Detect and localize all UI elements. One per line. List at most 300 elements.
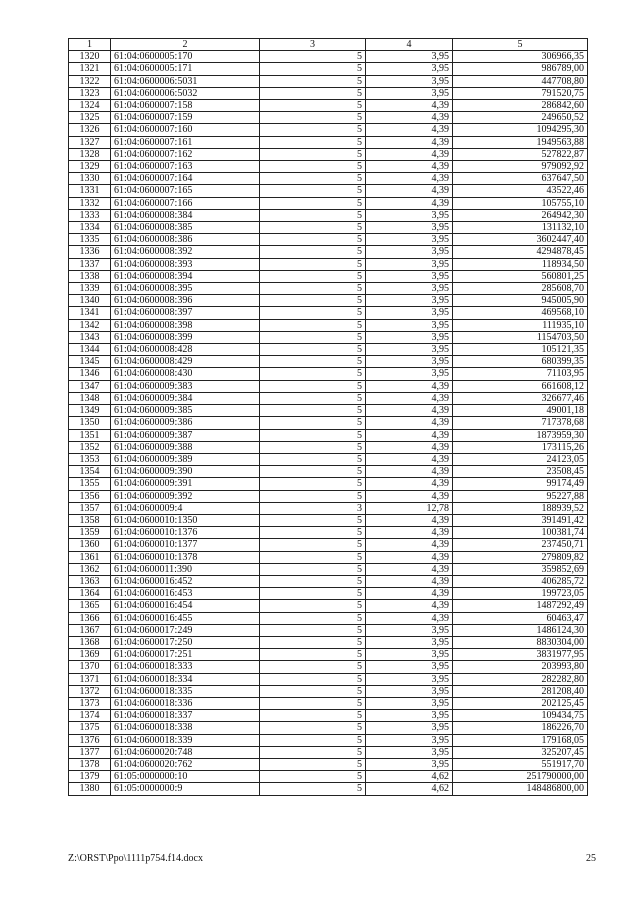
table-row [69, 527, 588, 539]
value-cell: 111935,10 [453, 319, 588, 331]
value-cell: 99174,49 [453, 478, 588, 490]
cadastral-number-cell: 61:04:0600018:338 [111, 722, 260, 734]
row-number-cell: 1375 [69, 722, 111, 734]
cadastral-number-cell: 61:04:0600018:335 [111, 685, 260, 697]
cadastral-number-cell: 61:04:0600007:161 [111, 136, 260, 148]
data-table [68, 38, 588, 796]
table-row [69, 209, 588, 221]
row-number-cell: 1351 [69, 429, 111, 441]
group-cell: 5 [260, 307, 366, 319]
column-header: 4 [366, 39, 453, 51]
table-row [69, 539, 588, 551]
group-cell: 5 [260, 649, 366, 661]
group-cell: 5 [260, 539, 366, 551]
row-number-cell: 1325 [69, 112, 111, 124]
group-cell: 5 [260, 161, 366, 173]
rate-cell: 3,95 [366, 649, 453, 661]
value-cell: 49001,18 [453, 405, 588, 417]
table-row [69, 771, 588, 783]
row-number-cell: 1371 [69, 673, 111, 685]
row-number-cell: 1343 [69, 331, 111, 343]
footer-file-path: Z:\ORST\Ppo\1111p754.f14.docx [68, 853, 203, 864]
table-row [69, 344, 588, 356]
group-cell: 5 [260, 441, 366, 453]
value-cell: 199723,05 [453, 588, 588, 600]
cadastral-number-cell: 61:04:0600007:164 [111, 173, 260, 185]
cadastral-number-cell: 61:04:0600008:398 [111, 319, 260, 331]
table-row [69, 380, 588, 392]
cadastral-number-cell: 61:04:0600018:339 [111, 734, 260, 746]
row-number-cell: 1376 [69, 734, 111, 746]
cadastral-number-cell: 61:04:0600007:158 [111, 100, 260, 112]
table-row [69, 234, 588, 246]
table-row [69, 222, 588, 234]
rate-cell: 3,95 [366, 63, 453, 75]
value-cell: 986789,00 [453, 63, 588, 75]
value-cell: 43522,46 [453, 185, 588, 197]
value-cell: 173115,26 [453, 441, 588, 453]
rate-cell: 3,95 [366, 283, 453, 295]
row-number-cell: 1331 [69, 185, 111, 197]
group-cell: 5 [260, 148, 366, 160]
cadastral-number-cell: 61:04:0600009:386 [111, 417, 260, 429]
table-row [69, 624, 588, 636]
row-number-cell: 1337 [69, 258, 111, 270]
value-cell: 286842,60 [453, 100, 588, 112]
row-number-cell: 1353 [69, 453, 111, 465]
cadastral-number-cell: 61:04:0600005:171 [111, 63, 260, 75]
row-number-cell: 1326 [69, 124, 111, 136]
group-cell: 5 [260, 514, 366, 526]
table-row [69, 258, 588, 270]
cadastral-number-cell: 61:04:0600008:386 [111, 234, 260, 246]
value-cell: 1154703,50 [453, 331, 588, 343]
row-number-cell: 1373 [69, 697, 111, 709]
table-row [69, 185, 588, 197]
value-cell: 264942,30 [453, 209, 588, 221]
rate-cell: 3,95 [366, 661, 453, 673]
cadastral-number-cell: 61:04:0600008:399 [111, 331, 260, 343]
table-row [69, 405, 588, 417]
cadastral-number-cell: 61:05:0000000:10 [111, 771, 260, 783]
row-number-cell: 1350 [69, 417, 111, 429]
group-cell: 5 [260, 331, 366, 343]
group-cell: 5 [260, 283, 366, 295]
group-cell: 5 [260, 197, 366, 209]
table-row [69, 722, 588, 734]
table-row [69, 563, 588, 575]
value-cell: 3602447,40 [453, 234, 588, 246]
row-number-cell: 1378 [69, 758, 111, 770]
table-row [69, 453, 588, 465]
table-row [69, 441, 588, 453]
cadastral-number-cell: 61:04:0600006:5031 [111, 75, 260, 87]
group-cell: 5 [260, 270, 366, 282]
group-cell: 5 [260, 173, 366, 185]
rate-cell: 3,95 [366, 258, 453, 270]
row-number-cell: 1344 [69, 344, 111, 356]
table-row [69, 490, 588, 502]
value-cell: 3831977,95 [453, 649, 588, 661]
group-cell: 5 [260, 405, 366, 417]
value-cell: 717378,68 [453, 417, 588, 429]
table-row [69, 478, 588, 490]
group-cell: 5 [260, 453, 366, 465]
row-number-cell: 1352 [69, 441, 111, 453]
value-cell: 406285,72 [453, 575, 588, 587]
cadastral-number-cell: 61:04:0600009:4 [111, 502, 260, 514]
cadastral-number-cell: 61:04:0600007:165 [111, 185, 260, 197]
rate-cell: 3,95 [366, 295, 453, 307]
group-cell: 5 [260, 746, 366, 758]
column-header: 3 [260, 39, 366, 51]
cadastral-number-cell: 61:04:0600009:392 [111, 490, 260, 502]
row-number-cell: 1324 [69, 100, 111, 112]
table-row [69, 661, 588, 673]
row-number-cell: 1366 [69, 612, 111, 624]
cadastral-number-cell: 61:04:0600009:384 [111, 392, 260, 404]
row-number-cell: 1377 [69, 746, 111, 758]
rate-cell: 4,39 [366, 173, 453, 185]
table-row [69, 100, 588, 112]
row-number-cell: 1360 [69, 539, 111, 551]
group-cell: 5 [260, 319, 366, 331]
cadastral-number-cell: 61:04:0600008:428 [111, 344, 260, 356]
table-row [69, 283, 588, 295]
rate-cell: 3,95 [366, 344, 453, 356]
value-cell: 661608,12 [453, 380, 588, 392]
cadastral-number-cell: 61:04:0600018:337 [111, 710, 260, 722]
cadastral-number-cell: 61:04:0600020:748 [111, 746, 260, 758]
rate-cell: 3,95 [366, 710, 453, 722]
row-number-cell: 1338 [69, 270, 111, 282]
group-cell: 5 [260, 466, 366, 478]
group-cell: 5 [260, 112, 366, 124]
rate-cell: 3,95 [366, 734, 453, 746]
rate-cell: 12,78 [366, 502, 453, 514]
group-cell: 5 [260, 783, 366, 795]
rate-cell: 4,39 [366, 417, 453, 429]
cadastral-number-cell: 61:04:0600008:394 [111, 270, 260, 282]
value-cell: 95227,88 [453, 490, 588, 502]
table-row [69, 734, 588, 746]
group-cell: 5 [260, 697, 366, 709]
group-cell: 5 [260, 722, 366, 734]
group-cell: 5 [260, 429, 366, 441]
header-row [69, 39, 588, 51]
row-number-cell: 1346 [69, 368, 111, 380]
cadastral-number-cell: 61:04:0600009:389 [111, 453, 260, 465]
value-cell: 100381,74 [453, 527, 588, 539]
cadastral-number-cell: 61:04:0600010:1377 [111, 539, 260, 551]
cadastral-number-cell: 61:04:0600017:251 [111, 649, 260, 661]
table-row [69, 417, 588, 429]
cadastral-number-cell: 61:04:0600010:1376 [111, 527, 260, 539]
group-cell: 5 [260, 563, 366, 575]
rate-cell: 4,39 [366, 600, 453, 612]
rate-cell: 4,39 [366, 197, 453, 209]
table-row [69, 295, 588, 307]
row-number-cell: 1363 [69, 575, 111, 587]
group-cell: 5 [260, 246, 366, 258]
cadastral-number-cell: 61:04:0600008:395 [111, 283, 260, 295]
value-cell: 1873959,30 [453, 429, 588, 441]
group-cell: 5 [260, 417, 366, 429]
row-number-cell: 1359 [69, 527, 111, 539]
row-number-cell: 1349 [69, 405, 111, 417]
value-cell: 8830304,00 [453, 636, 588, 648]
group-cell: 5 [260, 344, 366, 356]
group-cell: 5 [260, 612, 366, 624]
table-row [69, 649, 588, 661]
table-row [69, 612, 588, 624]
row-number-cell: 1341 [69, 307, 111, 319]
group-cell: 5 [260, 51, 366, 63]
rate-cell: 4,39 [366, 453, 453, 465]
rate-cell: 4,39 [366, 405, 453, 417]
row-number-cell: 1374 [69, 710, 111, 722]
table-row [69, 124, 588, 136]
value-cell: 71103,95 [453, 368, 588, 380]
row-number-cell: 1357 [69, 502, 111, 514]
table-row [69, 783, 588, 795]
cadastral-number-cell: 61:04:0600007:162 [111, 148, 260, 160]
row-number-cell: 1345 [69, 356, 111, 368]
row-number-cell: 1355 [69, 478, 111, 490]
value-cell: 791520,75 [453, 87, 588, 99]
row-number-cell: 1361 [69, 551, 111, 563]
table-row [69, 514, 588, 526]
value-cell: 282282,80 [453, 673, 588, 685]
rate-cell: 3,95 [366, 209, 453, 221]
rate-cell: 4,39 [366, 112, 453, 124]
rate-cell: 3,95 [366, 307, 453, 319]
rate-cell: 3,95 [366, 368, 453, 380]
rate-cell: 4,39 [366, 612, 453, 624]
value-cell: 637647,50 [453, 173, 588, 185]
group-cell: 5 [260, 124, 366, 136]
column-header: 2 [111, 39, 260, 51]
cadastral-number-cell: 61:04:0600010:1350 [111, 514, 260, 526]
group-cell: 5 [260, 527, 366, 539]
row-number-cell: 1321 [69, 63, 111, 75]
rate-cell: 3,95 [366, 270, 453, 282]
cadastral-number-cell: 61:04:0600008:392 [111, 246, 260, 258]
value-cell: 560801,25 [453, 270, 588, 282]
rate-cell: 3,95 [366, 697, 453, 709]
table-row [69, 197, 588, 209]
row-number-cell: 1330 [69, 173, 111, 185]
rate-cell: 3,95 [366, 51, 453, 63]
value-cell: 285608,70 [453, 283, 588, 295]
table-row [69, 331, 588, 343]
table-row [69, 502, 588, 514]
rate-cell: 4,39 [366, 466, 453, 478]
cadastral-number-cell: 61:04:0600011:390 [111, 563, 260, 575]
cadastral-number-cell: 61:04:0600008:384 [111, 209, 260, 221]
table-row [69, 356, 588, 368]
rate-cell: 3,95 [366, 356, 453, 368]
table-row [69, 112, 588, 124]
value-cell: 306966,35 [453, 51, 588, 63]
table-row [69, 758, 588, 770]
group-cell: 5 [260, 710, 366, 722]
rate-cell: 4,39 [366, 527, 453, 539]
rate-cell: 4,39 [366, 575, 453, 587]
rate-cell: 4,39 [366, 563, 453, 575]
cadastral-number-cell: 61:04:0600017:249 [111, 624, 260, 636]
rate-cell: 4,39 [366, 380, 453, 392]
value-cell: 179168,05 [453, 734, 588, 746]
table-row [69, 746, 588, 758]
group-cell: 5 [260, 185, 366, 197]
value-cell: 24123,05 [453, 453, 588, 465]
cadastral-number-cell: 61:04:0600009:385 [111, 405, 260, 417]
group-cell: 5 [260, 368, 366, 380]
rate-cell: 4,39 [366, 392, 453, 404]
value-cell: 279809,82 [453, 551, 588, 563]
row-number-cell: 1333 [69, 209, 111, 221]
value-cell: 325207,45 [453, 746, 588, 758]
cadastral-number-cell: 61:04:0600008:385 [111, 222, 260, 234]
group-cell: 5 [260, 624, 366, 636]
table-row [69, 51, 588, 63]
group-cell: 5 [260, 392, 366, 404]
table-row [69, 307, 588, 319]
cadastral-number-cell: 61:04:0600018:336 [111, 697, 260, 709]
row-number-cell: 1369 [69, 649, 111, 661]
row-number-cell: 1340 [69, 295, 111, 307]
value-cell: 979092,92 [453, 161, 588, 173]
value-cell: 186226,70 [453, 722, 588, 734]
row-number-cell: 1348 [69, 392, 111, 404]
value-cell: 60463,47 [453, 612, 588, 624]
row-number-cell: 1365 [69, 600, 111, 612]
rate-cell: 3,95 [366, 636, 453, 648]
cadastral-number-cell: 61:04:0600008:430 [111, 368, 260, 380]
row-number-cell: 1335 [69, 234, 111, 246]
value-cell: 105755,10 [453, 197, 588, 209]
row-number-cell: 1380 [69, 783, 111, 795]
table-row [69, 575, 588, 587]
value-cell: 447708,80 [453, 75, 588, 87]
row-number-cell: 1368 [69, 636, 111, 648]
value-cell: 203993,80 [453, 661, 588, 673]
row-number-cell: 1339 [69, 283, 111, 295]
cadastral-number-cell: 61:04:0600016:455 [111, 612, 260, 624]
table-row [69, 368, 588, 380]
row-number-cell: 1347 [69, 380, 111, 392]
table-row [69, 588, 588, 600]
cadastral-number-cell: 61:04:0600005:170 [111, 51, 260, 63]
value-cell: 281208,40 [453, 685, 588, 697]
table-row [69, 63, 588, 75]
rate-cell: 3,95 [366, 222, 453, 234]
cadastral-number-cell: 61:04:0600008:397 [111, 307, 260, 319]
row-number-cell: 1327 [69, 136, 111, 148]
row-number-cell: 1320 [69, 51, 111, 63]
group-cell: 5 [260, 75, 366, 87]
rate-cell: 3,95 [366, 685, 453, 697]
cadastral-number-cell: 61:04:0600007:160 [111, 124, 260, 136]
cadastral-number-cell: 61:04:0600006:5032 [111, 87, 260, 99]
cadastral-number-cell: 61:04:0600018:333 [111, 661, 260, 673]
row-number-cell: 1372 [69, 685, 111, 697]
group-cell: 5 [260, 295, 366, 307]
rate-cell: 3,95 [366, 319, 453, 331]
cadastral-number-cell: 61:04:0600016:452 [111, 575, 260, 587]
value-cell: 945005,90 [453, 295, 588, 307]
row-number-cell: 1332 [69, 197, 111, 209]
value-cell: 237450,71 [453, 539, 588, 551]
table-row [69, 87, 588, 99]
cadastral-number-cell: 61:04:0600007:159 [111, 112, 260, 124]
cadastral-number-cell: 61:04:0600010:1378 [111, 551, 260, 563]
value-cell: 249650,52 [453, 112, 588, 124]
cadastral-number-cell: 61:04:0600018:334 [111, 673, 260, 685]
table-row [69, 148, 588, 160]
cadastral-number-cell: 61:04:0600009:383 [111, 380, 260, 392]
value-cell: 527822,87 [453, 148, 588, 160]
group-cell: 5 [260, 758, 366, 770]
group-cell: 5 [260, 661, 366, 673]
table-row [69, 161, 588, 173]
rate-cell: 3,95 [366, 246, 453, 258]
table-row [69, 551, 588, 563]
rate-cell: 4,39 [366, 588, 453, 600]
value-cell: 391491,42 [453, 514, 588, 526]
value-cell: 551917,70 [453, 758, 588, 770]
table-row [69, 636, 588, 648]
cadastral-number-cell: 61:04:0600020:762 [111, 758, 260, 770]
value-cell: 148486800,00 [453, 783, 588, 795]
row-number-cell: 1336 [69, 246, 111, 258]
group-cell: 5 [260, 551, 366, 563]
table-row [69, 392, 588, 404]
table-row [69, 697, 588, 709]
rate-cell: 3,95 [366, 746, 453, 758]
table-row [69, 136, 588, 148]
group-cell: 5 [260, 685, 366, 697]
cadastral-number-cell: 61:04:0600007:166 [111, 197, 260, 209]
group-cell: 5 [260, 63, 366, 75]
row-number-cell: 1323 [69, 87, 111, 99]
table-row [69, 429, 588, 441]
rate-cell: 4,39 [366, 161, 453, 173]
table-row [69, 466, 588, 478]
value-cell: 326677,46 [453, 392, 588, 404]
rate-cell: 4,39 [366, 185, 453, 197]
value-cell: 1094295,30 [453, 124, 588, 136]
group-cell: 5 [260, 234, 366, 246]
group-cell: 5 [260, 636, 366, 648]
cadastral-number-cell: 61:04:0600017:250 [111, 636, 260, 648]
row-number-cell: 1367 [69, 624, 111, 636]
cadastral-number-cell: 61:05:0000000:9 [111, 783, 260, 795]
group-cell: 5 [260, 222, 366, 234]
row-number-cell: 1362 [69, 563, 111, 575]
value-cell: 1949563,88 [453, 136, 588, 148]
rate-cell: 4,39 [366, 539, 453, 551]
value-cell: 469568,10 [453, 307, 588, 319]
value-cell: 109434,75 [453, 710, 588, 722]
row-number-cell: 1356 [69, 490, 111, 502]
rate-cell: 4,62 [366, 783, 453, 795]
group-cell: 5 [260, 100, 366, 112]
table-body [69, 51, 588, 795]
group-cell: 5 [260, 258, 366, 270]
group-cell: 5 [260, 673, 366, 685]
